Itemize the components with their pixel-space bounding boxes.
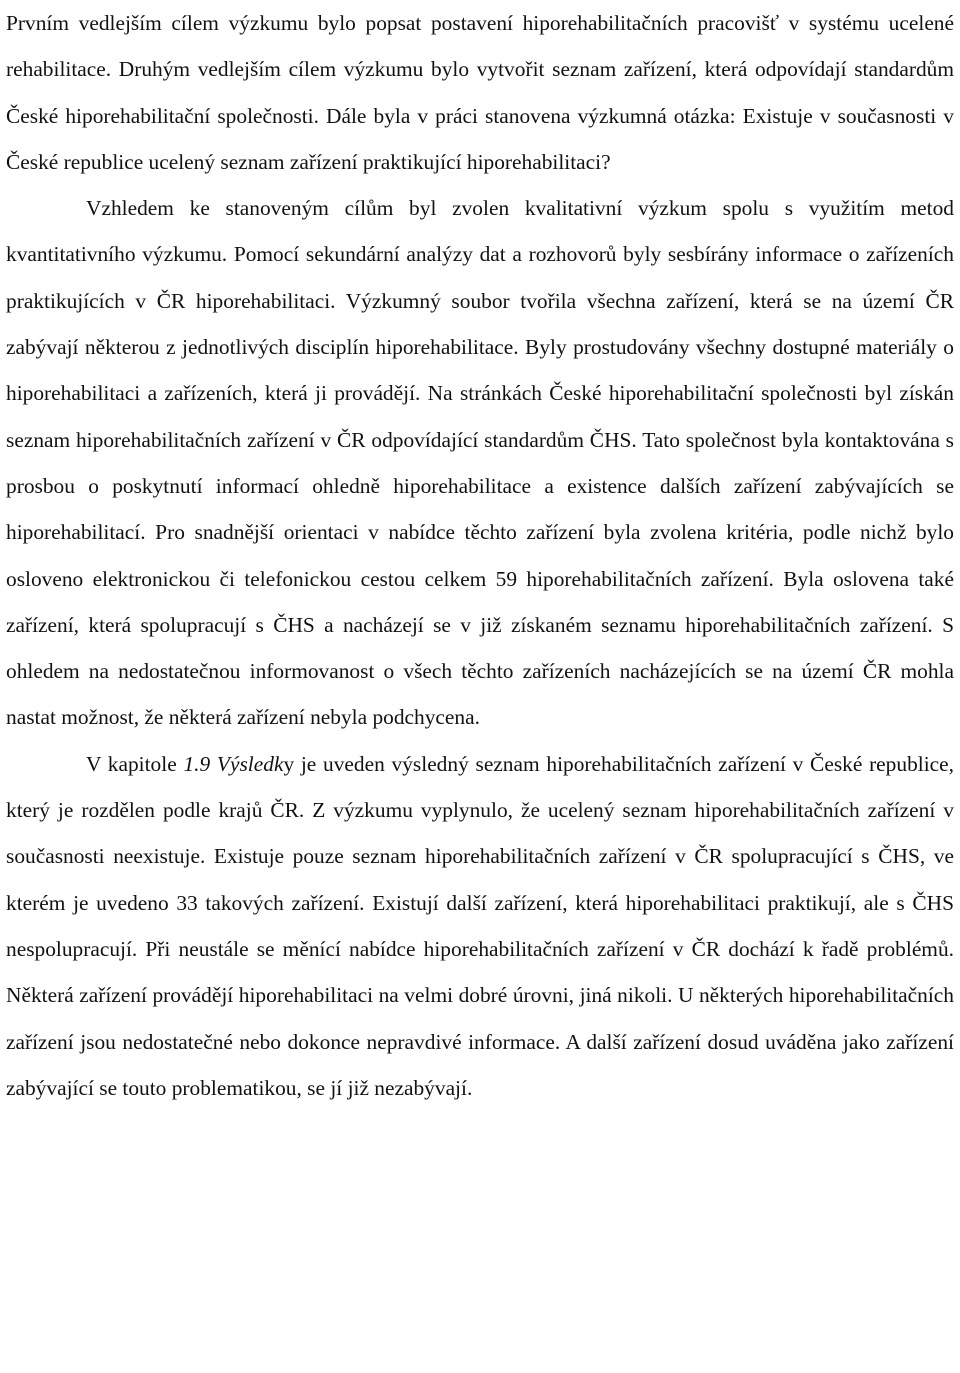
document-page bbox=[6, 0, 954, 1111]
chapter-reference-title: Výsledk bbox=[216, 751, 284, 776]
results-summary-text: y je uveden výsledný seznam hiporehabilitačních zařízení v České republice, který je rozdělen podle krajů ČR. Z výzkumu vyplynulo, že ucelený seznam hiporehabilitačních zařízení v současnosti neexistuje. Existuje pouze seznam hiporehabilitačních zařízení v ČR spolupracující s ČHS, ve kterém je uvedeno 33 takových zařízení. Existují další zařízení, která hiporehabilitaci praktikují, ale s ČHS nespolupracují. Při neustále se měnící nabídce hiporehabilitačních zařízení v ČR dochází k řadě problémů. Některá zařízení provádějí hiporehabilitaci na velmi dobré úrovni, jiná nikoli. U některých hiporehabilitačních zařízení jsou nedostatečné nebo dokonce nepravdivé informace. A další zařízení dosud uváděna jako zařízení zabývající se touto problematikou, se jí již nezabývají. bbox=[6, 751, 954, 1100]
paragraph-methodology: Vzhledem ke stanoveným cílům byl zvolen kvalitativní výzkum spolu s využitím metod kvantitativního výzkumu. Pomocí sekundární analýzy dat a rozhovorů byly sesbírány informace o zařízeních praktikujících v ČR hiporehabilitaci. Výzkumný soubor tvořila všechna zařízení, která se na území ČR zabývají některou z jednotlivých disciplín hiporehabilitace. Byly prostudovány všechny dostupné materiály o hiporehabilitaci a zařízeních, která ji provádějí. Na stránkách České hiporehabilitační společnosti byl získán seznam hiporehabilitačních zařízení v ČR odpovídající standardům ČHS. Tato společnost byla kontaktována s prosbou o poskytnutí informací ohledně hiporehabilitace a existence dalších zařízení zabývajících se hiporehabilitací. Pro snadnější orientaci v nabídce těchto zařízení byla zvolena kritéria, podle nichž bylo osloveno elektronickou či telefonickou cestou celkem 59 hiporehabilitačních zařízení. Byla oslovena také zařízení, která spolupracují s ČHS a nacházejí se v již získaném seznamu hiporehabilitačních zařízení. S ohledem na nedostatečnou informovanost o všech těchto zařízeních nacházejících se na území ČR mohla nastat možnost, že některá zařízení nebyla podchycena. bbox=[6, 196, 954, 730]
paragraph-research-aims: Prvním vedlejším cílem výzkumu bylo popsat postavení hiporehabilitačních pracovišť v systému ucelené rehabilitace. Druhým vedlejším cílem výzkumu bylo vytvořit seznam zařízení, která odpovídají standardům České hiporehabilitační společnosti. Dále byla v práci stanovena výzkumná otázka: Existuje v současnosti v České republice ucelený seznam zařízení praktikující hiporehabilitaci? bbox=[6, 11, 954, 174]
chapter-reference-number: 1.9 bbox=[183, 751, 211, 776]
chapter-reference-lead: V kapitole bbox=[86, 751, 184, 776]
paragraph-results-summary bbox=[6, 741, 954, 1111]
